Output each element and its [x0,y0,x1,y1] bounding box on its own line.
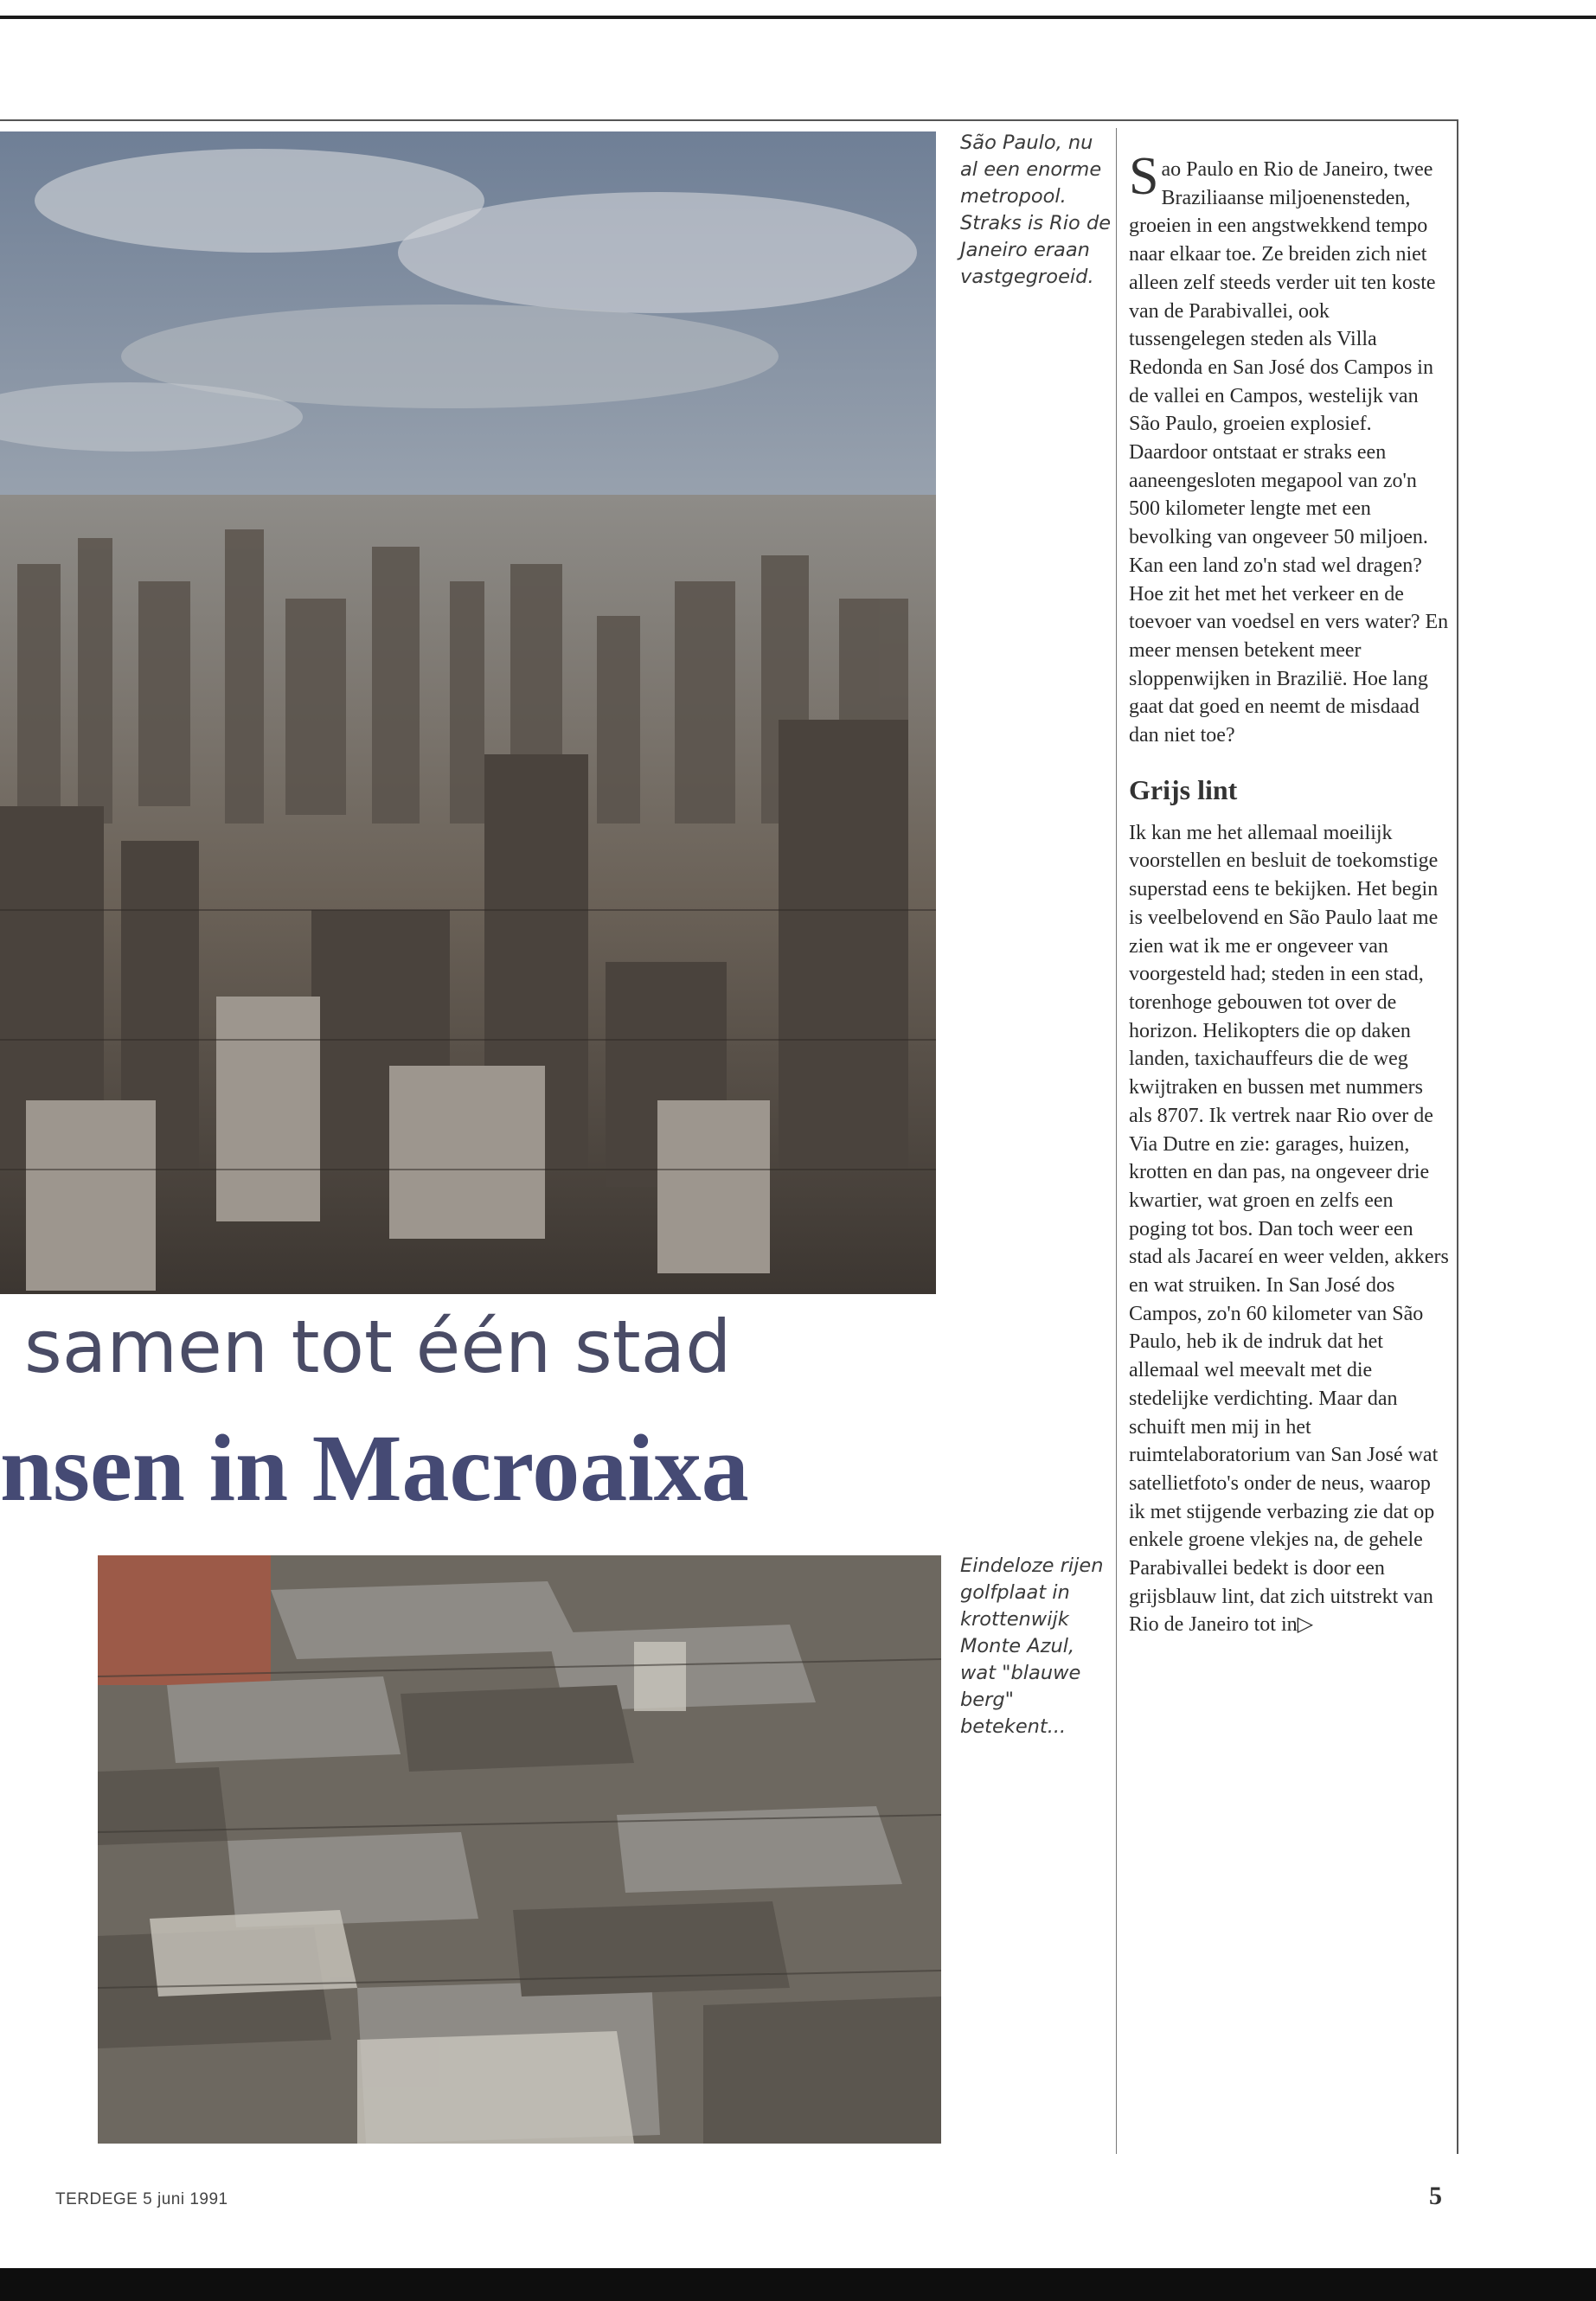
sao-paulo-skyline-photo [0,131,936,1294]
top-rule [0,16,1596,19]
frame-top-rule [0,119,1458,121]
paragraph-3: Ik kan me het allemaal moeilijk voorstellen en besluit de toekomstige superstad eens te bekijken. Het begin is veelbelovend en São Paulo laat me zien wat ik me er ongeveer van voorgesteld had; steden in een stad, torenhoge gebouwen tot over de horizon. Helikopters die op daken landen, taxichauffeurs die de weg kwijtraken en bussen met nummers als 8707. Ik vertrek naar Rio over de Via Dutre en zie: garages, huizen, krotten en dan pas, na ongeveer drie kwartier, wat groen en zelfs een poging tot bos. Dan toch weer een stad als Jacareí en weer velden, akkers en wat struiken. In San José dos Campos, zo'n 60 kilometer van São Paulo, heb ik de indruk dat het allemaal wel meevalt met die stedelijke verdichting. Maar dan schuift men mij in het ruimtelaboratorium van San José wat satellietfoto's onder de neus, waarop ik met stijgende verbazing zie dat op enkele groene vlekjes na, de gehele Parabivallei bedekt is door een grijsblauw lint, dat zich uitstrekt van Rio de Janeiro tot in▷ [1129,821,1449,1637]
drop-cap: S [1129,147,1159,206]
paragraph-2: Kan een land zo'n stad wel dragen? Hoe zit het met het verkeer en de toevoer van voedsel en vers water? En meer mensen betekent meer sloppenwijken in Brazilië. Hoe lang gaat dat goed en neemt de misdaad dan niet toe? [1129,554,1449,747]
frame-right-rule [1457,119,1458,2154]
bottom-band [0,2268,1596,2301]
paragraph-1-text: ao Paulo en Rio de Janeiro, twee Braziliaanse miljoenensteden, groeien in een angstwekkend tempo naar elkaar toe. Ze breiden zich niet alleen zelf steeds verder uit ten koste van de Parabivallei, ook tussengelegen steden als Villa Redonda en San José dos Campos in de vallei en Campos, westelijk van São Paulo, groeien explosief. Daardoor ontstaat er straks een aaneengesloten megapool van zo'n 500 kilometer lengte met een bevolking van ongeveer 50 miljoen. [1129,158,1436,549]
headline-line-1: samen tot één stad [24,1304,732,1389]
footer-publication: TERDEGE 5 juni 1991 [55,2190,228,2208]
favela-photo-caption: Eindeloze rijen golfplaat in krottenwijk Monte Azul, wat "blauwe berg" betekent... [960,1554,1104,1738]
headline-line-2: nsen in Macroaixa [0,1415,749,1521]
city-photo-caption: São Paulo, nu al een enorme metropool. Straks is Rio de Janeiro eraan vastgegroeid. [960,131,1112,288]
monte-azul-favela-photo [98,1555,941,2144]
paragraph-1 [1129,147,1449,552]
column-divider [1116,128,1117,2154]
article-body [1129,147,1449,1639]
page-number: 5 [1429,2182,1442,2210]
subheading: Grijs lint [1129,773,1238,805]
